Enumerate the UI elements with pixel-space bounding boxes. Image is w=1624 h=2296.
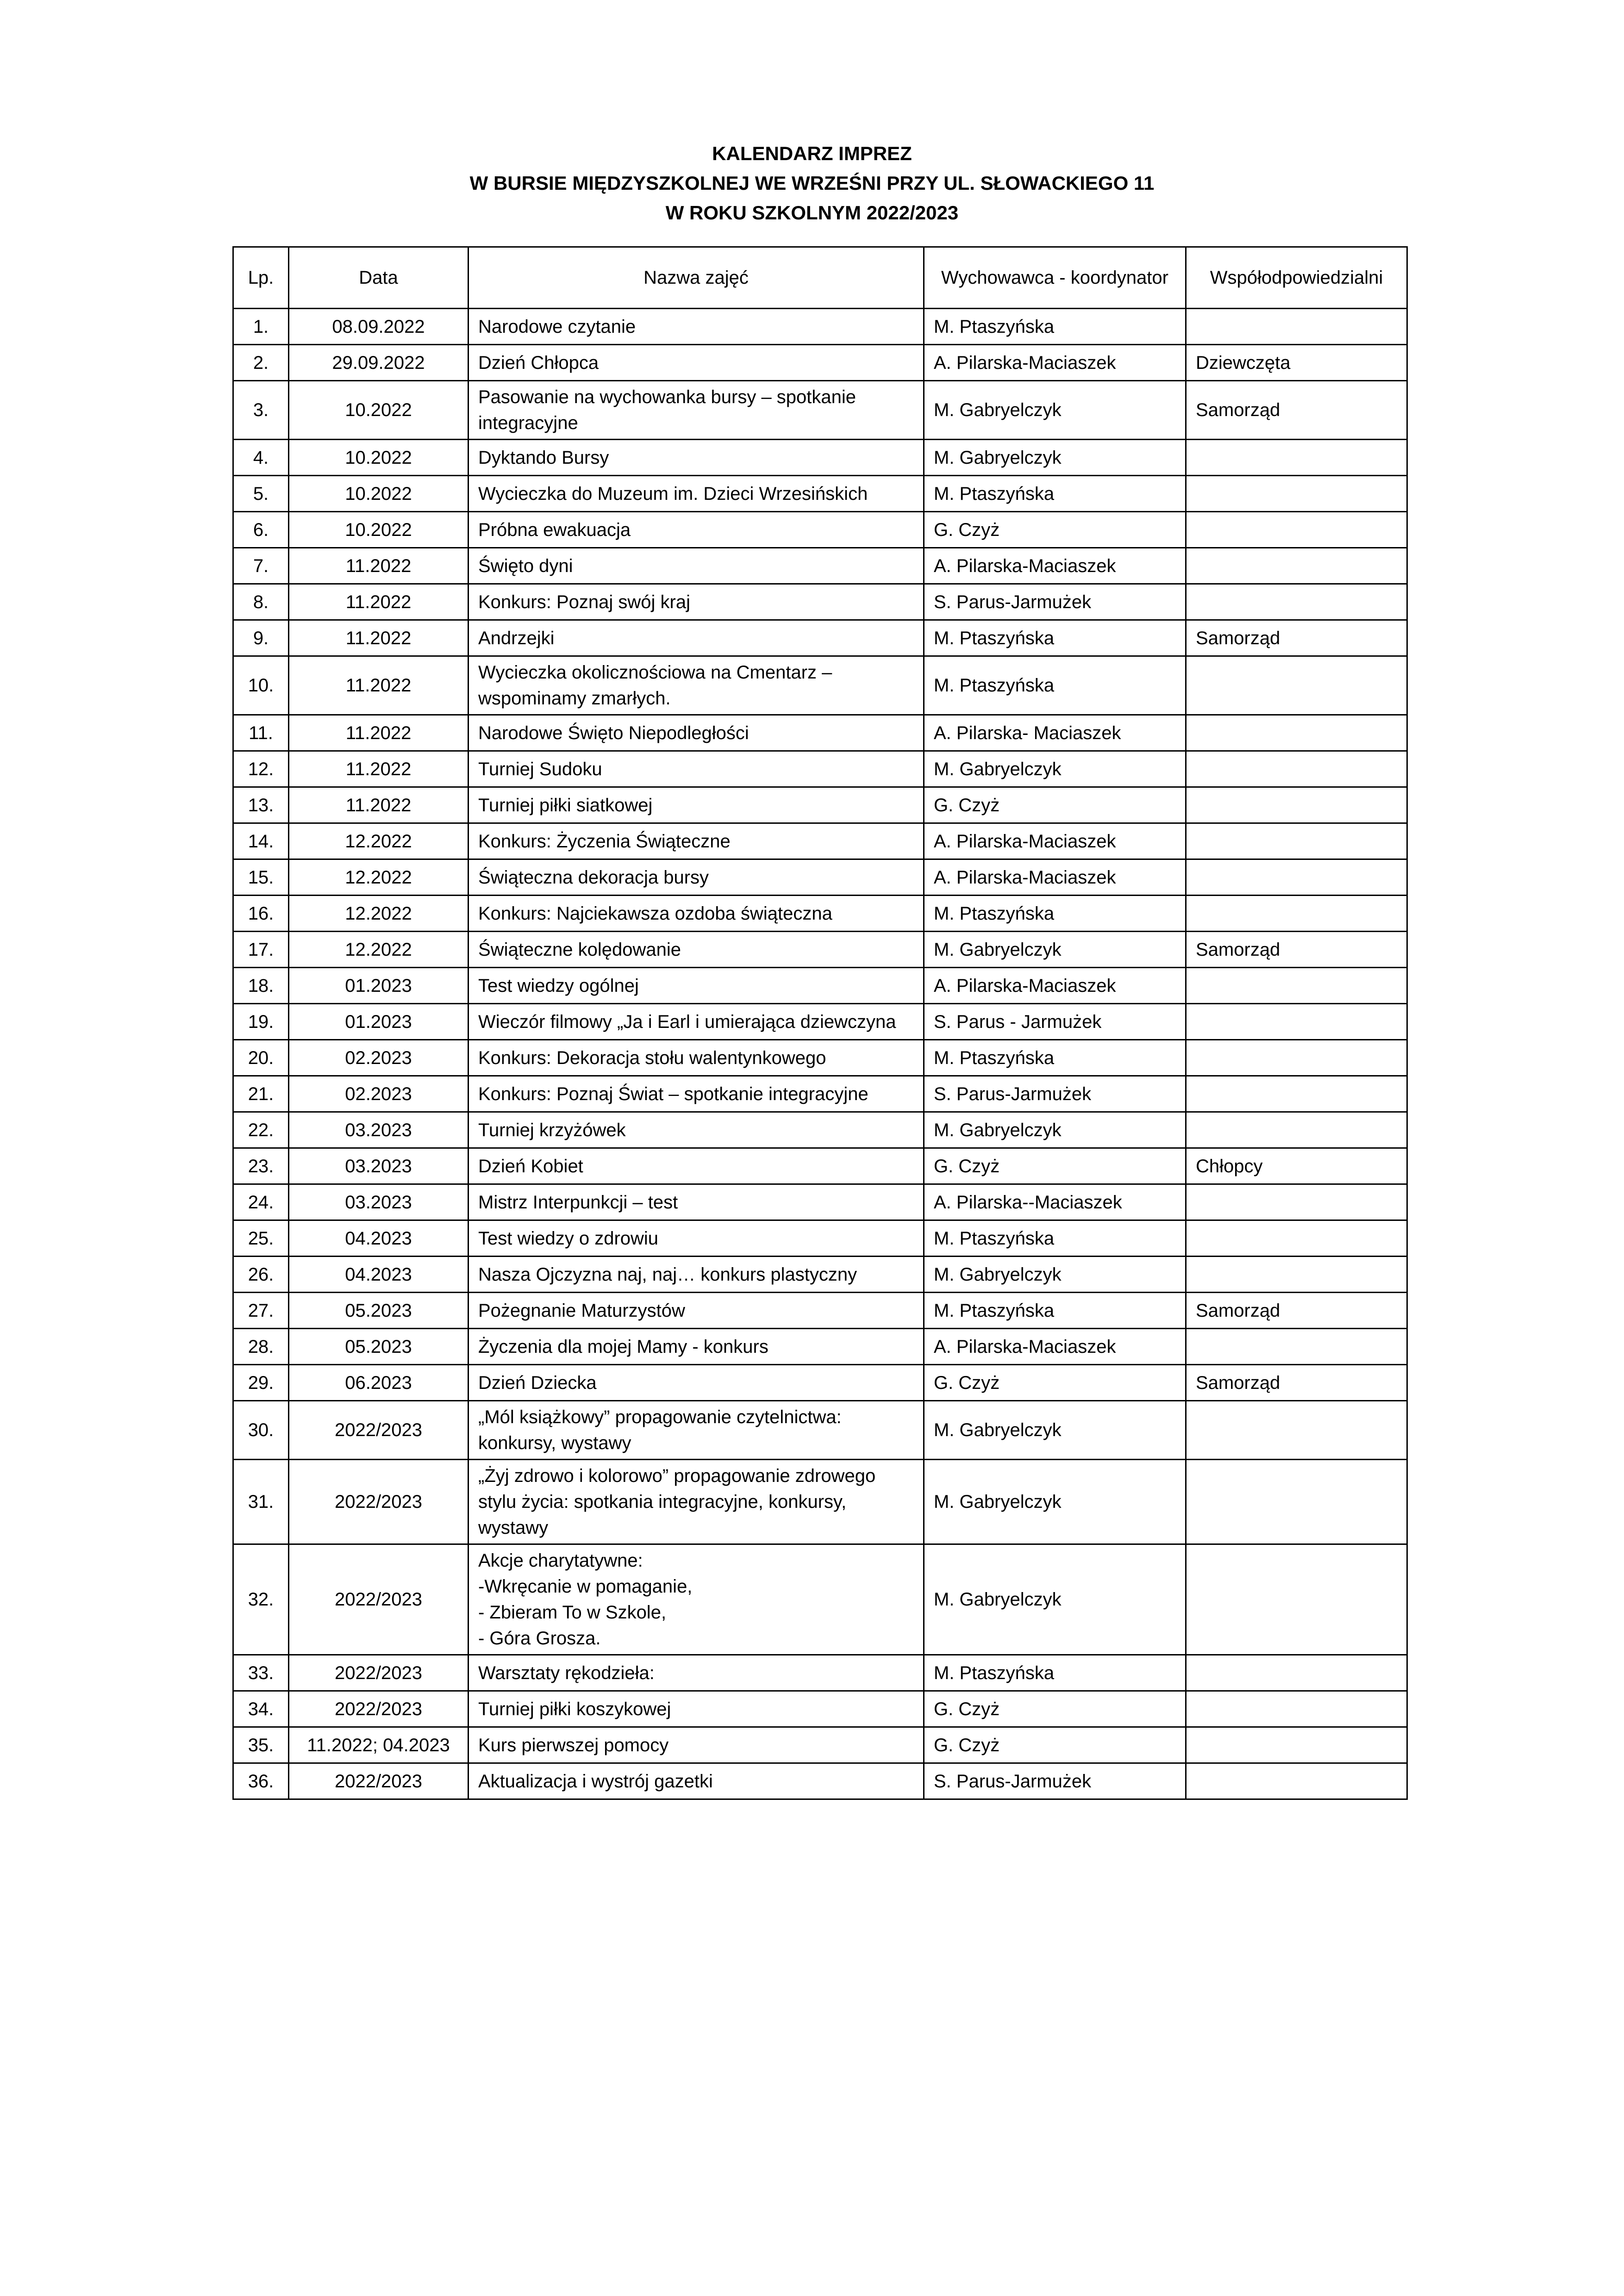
- cell-date: 02.2023: [289, 1076, 468, 1112]
- table-row: [233, 823, 1407, 859]
- table-row: [233, 1148, 1407, 1184]
- cell-lp: 20.: [233, 1040, 289, 1076]
- cell-coordinator: M. Gabryelczyk: [924, 1257, 1186, 1293]
- table-row: [233, 715, 1407, 751]
- cell-name-line: - Zbieram To w Szkole,: [478, 1602, 667, 1623]
- table-header: [233, 247, 1407, 309]
- cell-coordinator: M. Gabryelczyk: [924, 932, 1186, 968]
- cell-lp: 32.: [233, 1544, 289, 1655]
- cell-lp: 11.: [233, 715, 289, 751]
- table-row: [233, 309, 1407, 345]
- cell-co-responsible: [1186, 823, 1407, 859]
- table-row: [233, 476, 1407, 512]
- cell-coordinator: A. Pilarska-Maciaszek: [924, 345, 1186, 381]
- cell-co-responsible: [1186, 1691, 1407, 1727]
- cell-lp: 15.: [233, 859, 289, 896]
- cell-co-responsible: [1186, 1184, 1407, 1220]
- cell-coordinator: S. Parus-Jarmużek: [924, 1763, 1186, 1799]
- cell-coordinator: M. Ptaszyńska: [924, 656, 1186, 715]
- cell-name: Andrzejki: [468, 620, 924, 656]
- cell-date: 11.2022; 04.2023: [289, 1727, 468, 1763]
- cell-date: 11.2022: [289, 751, 468, 787]
- header-co-responsible: Współodpowiedzialni: [1186, 247, 1407, 309]
- cell-date: 10.2022: [289, 440, 468, 476]
- cell-co-responsible: [1186, 1040, 1407, 1076]
- cell-coordinator: M. Ptaszyńska: [924, 476, 1186, 512]
- cell-date: 2022/2023: [289, 1655, 468, 1691]
- cell-name: Turniej piłki koszykowej: [468, 1691, 924, 1727]
- cell-co-responsible: [1186, 1763, 1407, 1799]
- cell-co-responsible: [1186, 656, 1407, 715]
- table-row: [233, 512, 1407, 548]
- cell-date: 04.2023: [289, 1220, 468, 1257]
- cell-coordinator: M. Ptaszyńska: [924, 896, 1186, 932]
- cell-name: Turniej krzyżówek: [468, 1112, 924, 1148]
- table-row: [233, 620, 1407, 656]
- cell-lp: 6.: [233, 512, 289, 548]
- title-line-3: W ROKU SZKOLNYM 2022/2023: [665, 202, 959, 224]
- cell-co-responsible: [1186, 1655, 1407, 1691]
- cell-name: Konkurs: Dekoracja stołu walentynkowego: [468, 1040, 924, 1076]
- cell-lp: 36.: [233, 1763, 289, 1799]
- header-date: Data: [289, 247, 468, 309]
- table-row: [233, 896, 1407, 932]
- cell-name: Warsztaty rękodzieła:: [468, 1655, 924, 1691]
- table-row: [233, 345, 1407, 381]
- table-row: [233, 1401, 1407, 1460]
- cell-name: Dzień Kobiet: [468, 1148, 924, 1184]
- cell-co-responsible: [1186, 476, 1407, 512]
- title-line-1: KALENDARZ IMPREZ: [712, 143, 912, 164]
- cell-coordinator: A. Pilarska- Maciaszek: [924, 715, 1186, 751]
- cell-co-responsible: [1186, 1401, 1407, 1460]
- cell-lp: 14.: [233, 823, 289, 859]
- cell-lp: 12.: [233, 751, 289, 787]
- cell-name: Świąteczne kolędowanie: [468, 932, 924, 968]
- cell-coordinator: G. Czyż: [924, 1365, 1186, 1401]
- cell-date: 2022/2023: [289, 1544, 468, 1655]
- cell-name: Kurs pierwszej pomocy: [468, 1727, 924, 1763]
- cell-name: Nasza Ojczyzna naj, naj… konkurs plastyczny: [468, 1257, 924, 1293]
- cell-coordinator: M. Ptaszyńska: [924, 1655, 1186, 1691]
- cell-co-responsible: Samorząd: [1186, 381, 1407, 440]
- cell-coordinator: G. Czyż: [924, 512, 1186, 548]
- cell-date: 01.2023: [289, 968, 468, 1004]
- cell-co-responsible: [1186, 751, 1407, 787]
- cell-lp: 16.: [233, 896, 289, 932]
- cell-name: Wieczór filmowy „Ja i Earl i umierająca dziewczyna: [468, 1004, 924, 1040]
- table-row: [233, 381, 1407, 440]
- table-row: [233, 1257, 1407, 1293]
- cell-coordinator: A. Pilarska-Maciaszek: [924, 968, 1186, 1004]
- cell-date: 02.2023: [289, 1040, 468, 1076]
- cell-co-responsible: [1186, 1460, 1407, 1544]
- cell-name: Konkurs: Poznaj swój kraj: [468, 584, 924, 620]
- table-row: [233, 1076, 1407, 1112]
- cell-date: 2022/2023: [289, 1691, 468, 1727]
- cell-lp: 23.: [233, 1148, 289, 1184]
- cell-lp: 30.: [233, 1401, 289, 1460]
- cell-name: Wycieczka okolicznościowa na Cmentarz – wspominamy zmarłych.: [468, 656, 924, 715]
- document-title: [0, 139, 1624, 228]
- cell-co-responsible: [1186, 1076, 1407, 1112]
- cell-date: 2022/2023: [289, 1401, 468, 1460]
- cell-lp: 9.: [233, 620, 289, 656]
- cell-coordinator: A. Pilarska-Maciaszek: [924, 859, 1186, 896]
- cell-name: Konkurs: Poznaj Świat – spotkanie integracyjne: [468, 1076, 924, 1112]
- cell-lp: 17.: [233, 932, 289, 968]
- cell-name: Turniej Sudoku: [468, 751, 924, 787]
- cell-coordinator: G. Czyż: [924, 1148, 1186, 1184]
- table-row: [233, 1040, 1407, 1076]
- cell-co-responsible: [1186, 1544, 1407, 1655]
- table-row: [233, 1293, 1407, 1329]
- table-row: [233, 1727, 1407, 1763]
- cell-date: 12.2022: [289, 896, 468, 932]
- cell-coordinator: G. Czyż: [924, 1727, 1186, 1763]
- cell-name: Test wiedzy ogólnej: [468, 968, 924, 1004]
- cell-co-responsible: [1186, 548, 1407, 584]
- cell-coordinator: M. Ptaszyńska: [924, 1293, 1186, 1329]
- cell-coordinator: M. Ptaszyńska: [924, 620, 1186, 656]
- cell-co-responsible: [1186, 896, 1407, 932]
- cell-lp: 10.: [233, 656, 289, 715]
- cell-co-responsible: [1186, 787, 1407, 823]
- cell-coordinator: M. Gabryelczyk: [924, 1401, 1186, 1460]
- cell-name: [468, 1544, 924, 1655]
- cell-coordinator: M. Gabryelczyk: [924, 1112, 1186, 1148]
- table-row: [233, 1112, 1407, 1148]
- cell-lp: 33.: [233, 1655, 289, 1691]
- cell-co-responsible: [1186, 968, 1407, 1004]
- cell-date: 01.2023: [289, 1004, 468, 1040]
- cell-date: 2022/2023: [289, 1763, 468, 1799]
- cell-co-responsible: Chłopcy: [1186, 1148, 1407, 1184]
- cell-lp: 27.: [233, 1293, 289, 1329]
- table-row: [233, 787, 1407, 823]
- cell-lp: 29.: [233, 1365, 289, 1401]
- header-row: [233, 247, 1407, 309]
- cell-lp: 2.: [233, 345, 289, 381]
- cell-coordinator: G. Czyż: [924, 1691, 1186, 1727]
- header-name: Nazwa zajęć: [468, 247, 924, 309]
- cell-lp: 4.: [233, 440, 289, 476]
- cell-co-responsible: [1186, 1257, 1407, 1293]
- cell-name: Konkurs: Życzenia Świąteczne: [468, 823, 924, 859]
- cell-co-responsible: [1186, 1112, 1407, 1148]
- cell-date: 11.2022: [289, 548, 468, 584]
- cell-date: 03.2023: [289, 1184, 468, 1220]
- cell-coordinator: M. Gabryelczyk: [924, 381, 1186, 440]
- cell-date: 05.2023: [289, 1329, 468, 1365]
- cell-coordinator: S. Parus-Jarmużek: [924, 1076, 1186, 1112]
- cell-co-responsible: [1186, 1727, 1407, 1763]
- cell-date: 11.2022: [289, 656, 468, 715]
- cell-date: 2022/2023: [289, 1460, 468, 1544]
- table-row: [233, 1365, 1407, 1401]
- cell-lp: 8.: [233, 584, 289, 620]
- cell-co-responsible: [1186, 715, 1407, 751]
- cell-name: Dzień Dziecka: [468, 1365, 924, 1401]
- table-row: [233, 584, 1407, 620]
- cell-lp: 31.: [233, 1460, 289, 1544]
- table-row: [233, 548, 1407, 584]
- cell-co-responsible: Samorząd: [1186, 932, 1407, 968]
- cell-date: 12.2022: [289, 932, 468, 968]
- cell-name-line: Akcje charytatywne:: [478, 1550, 643, 1571]
- cell-name: Próbna ewakuacja: [468, 512, 924, 548]
- cell-lp: 13.: [233, 787, 289, 823]
- cell-lp: 7.: [233, 548, 289, 584]
- cell-name: „Mól książkowy” propagowanie czytelnictwa: konkursy, wystawy: [468, 1401, 924, 1460]
- events-table: [232, 246, 1408, 1800]
- table-row: [233, 1220, 1407, 1257]
- cell-date: 11.2022: [289, 715, 468, 751]
- table-row: [233, 751, 1407, 787]
- table-row: [233, 1691, 1407, 1727]
- cell-coordinator: G. Czyż: [924, 787, 1186, 823]
- cell-date: 03.2023: [289, 1112, 468, 1148]
- table-row: [233, 1460, 1407, 1544]
- table-row: [233, 1004, 1407, 1040]
- cell-co-responsible: Samorząd: [1186, 620, 1407, 656]
- cell-lp: 28.: [233, 1329, 289, 1365]
- cell-co-responsible: Samorząd: [1186, 1365, 1407, 1401]
- cell-name: Narodowe czytanie: [468, 309, 924, 345]
- cell-lp: 22.: [233, 1112, 289, 1148]
- table-row: [233, 932, 1407, 968]
- cell-name: „Żyj zdrowo i kolorowo” propagowanie zdrowego stylu życia: spotkania integracyjne, konkursy, wystawy: [468, 1460, 924, 1544]
- cell-co-responsible: [1186, 1220, 1407, 1257]
- table-row: [233, 1544, 1407, 1655]
- cell-coordinator: M. Ptaszyńska: [924, 309, 1186, 345]
- cell-co-responsible: [1186, 859, 1407, 896]
- table-row: [233, 1655, 1407, 1691]
- cell-name: Świąteczna dekoracja bursy: [468, 859, 924, 896]
- cell-coordinator: A. Pilarska-Maciaszek: [924, 548, 1186, 584]
- cell-lp: 5.: [233, 476, 289, 512]
- cell-co-responsible: [1186, 1004, 1407, 1040]
- cell-lp: 18.: [233, 968, 289, 1004]
- cell-name: Dzień Chłopca: [468, 345, 924, 381]
- table-row: [233, 1184, 1407, 1220]
- table-row: [233, 1763, 1407, 1799]
- cell-lp: 24.: [233, 1184, 289, 1220]
- cell-lp: 21.: [233, 1076, 289, 1112]
- cell-name: Konkurs: Najciekawsza ozdoba świąteczna: [468, 896, 924, 932]
- table-row: [233, 656, 1407, 715]
- cell-date: 11.2022: [289, 620, 468, 656]
- cell-co-responsible: Samorząd: [1186, 1293, 1407, 1329]
- cell-coordinator: M. Gabryelczyk: [924, 751, 1186, 787]
- cell-lp: 35.: [233, 1727, 289, 1763]
- cell-name-line: -Wkręcanie w pomaganie,: [478, 1576, 693, 1597]
- cell-co-responsible: Dziewczęta: [1186, 345, 1407, 381]
- cell-name: Wycieczka do Muzeum im. Dzieci Wrzesińskich: [468, 476, 924, 512]
- cell-date: 06.2023: [289, 1365, 468, 1401]
- cell-coordinator: S. Parus-Jarmużek: [924, 584, 1186, 620]
- cell-date: 05.2023: [289, 1293, 468, 1329]
- cell-name: Święto dyni: [468, 548, 924, 584]
- cell-lp: 25.: [233, 1220, 289, 1257]
- cell-date: 10.2022: [289, 476, 468, 512]
- cell-name: Pożegnanie Maturzystów: [468, 1293, 924, 1329]
- cell-name: Życzenia dla mojej Mamy - konkurs: [468, 1329, 924, 1365]
- header-coordinator: Wychowawca - koordynator: [924, 247, 1186, 309]
- cell-name: Dyktando Bursy: [468, 440, 924, 476]
- cell-lp: 19.: [233, 1004, 289, 1040]
- cell-date: 03.2023: [289, 1148, 468, 1184]
- table-row: [233, 440, 1407, 476]
- table-row: [233, 859, 1407, 896]
- cell-name: Turniej piłki siatkowej: [468, 787, 924, 823]
- table-row: [233, 1329, 1407, 1365]
- cell-date: 10.2022: [289, 512, 468, 548]
- cell-coordinator: M. Gabryelczyk: [924, 1460, 1186, 1544]
- cell-lp: 1.: [233, 309, 289, 345]
- cell-name: Mistrz Interpunkcji – test: [468, 1184, 924, 1220]
- cell-coordinator: A. Pilarska-Maciaszek: [924, 1329, 1186, 1365]
- cell-lp: 3.: [233, 381, 289, 440]
- cell-lp: 34.: [233, 1691, 289, 1727]
- cell-name: Aktualizacja i wystrój gazetki: [468, 1763, 924, 1799]
- cell-name: Test wiedzy o zdrowiu: [468, 1220, 924, 1257]
- cell-co-responsible: [1186, 512, 1407, 548]
- cell-date: 12.2022: [289, 823, 468, 859]
- header-lp: Lp.: [233, 247, 289, 309]
- cell-date: 10.2022: [289, 381, 468, 440]
- cell-coordinator: M. Gabryelczyk: [924, 440, 1186, 476]
- cell-coordinator: M. Gabryelczyk: [924, 1544, 1186, 1655]
- cell-coordinator: S. Parus - Jarmużek: [924, 1004, 1186, 1040]
- cell-name: Pasowanie na wychowanka bursy – spotkanie integracyjne: [468, 381, 924, 440]
- cell-coordinator: M. Ptaszyńska: [924, 1040, 1186, 1076]
- cell-date: 04.2023: [289, 1257, 468, 1293]
- cell-name-line: - Góra Grosza.: [478, 1628, 601, 1649]
- cell-date: 11.2022: [289, 584, 468, 620]
- cell-coordinator: M. Ptaszyńska: [924, 1220, 1186, 1257]
- cell-co-responsible: [1186, 440, 1407, 476]
- cell-lp: 26.: [233, 1257, 289, 1293]
- cell-name: Narodowe Święto Niepodległości: [468, 715, 924, 751]
- cell-co-responsible: [1186, 1329, 1407, 1365]
- cell-coordinator: A. Pilarska--Maciaszek: [924, 1184, 1186, 1220]
- table-row: [233, 968, 1407, 1004]
- cell-date: 29.09.2022: [289, 345, 468, 381]
- cell-date: 11.2022: [289, 787, 468, 823]
- cell-date: 08.09.2022: [289, 309, 468, 345]
- cell-co-responsible: [1186, 584, 1407, 620]
- cell-co-responsible: [1186, 309, 1407, 345]
- title-line-2: W BURSIE MIĘDZYSZKOLNEJ WE WRZEŚNI PRZY UL. SŁOWACKIEGO 11: [469, 172, 1155, 194]
- cell-coordinator: A. Pilarska-Maciaszek: [924, 823, 1186, 859]
- table-body: [233, 309, 1407, 1799]
- cell-date: 12.2022: [289, 859, 468, 896]
